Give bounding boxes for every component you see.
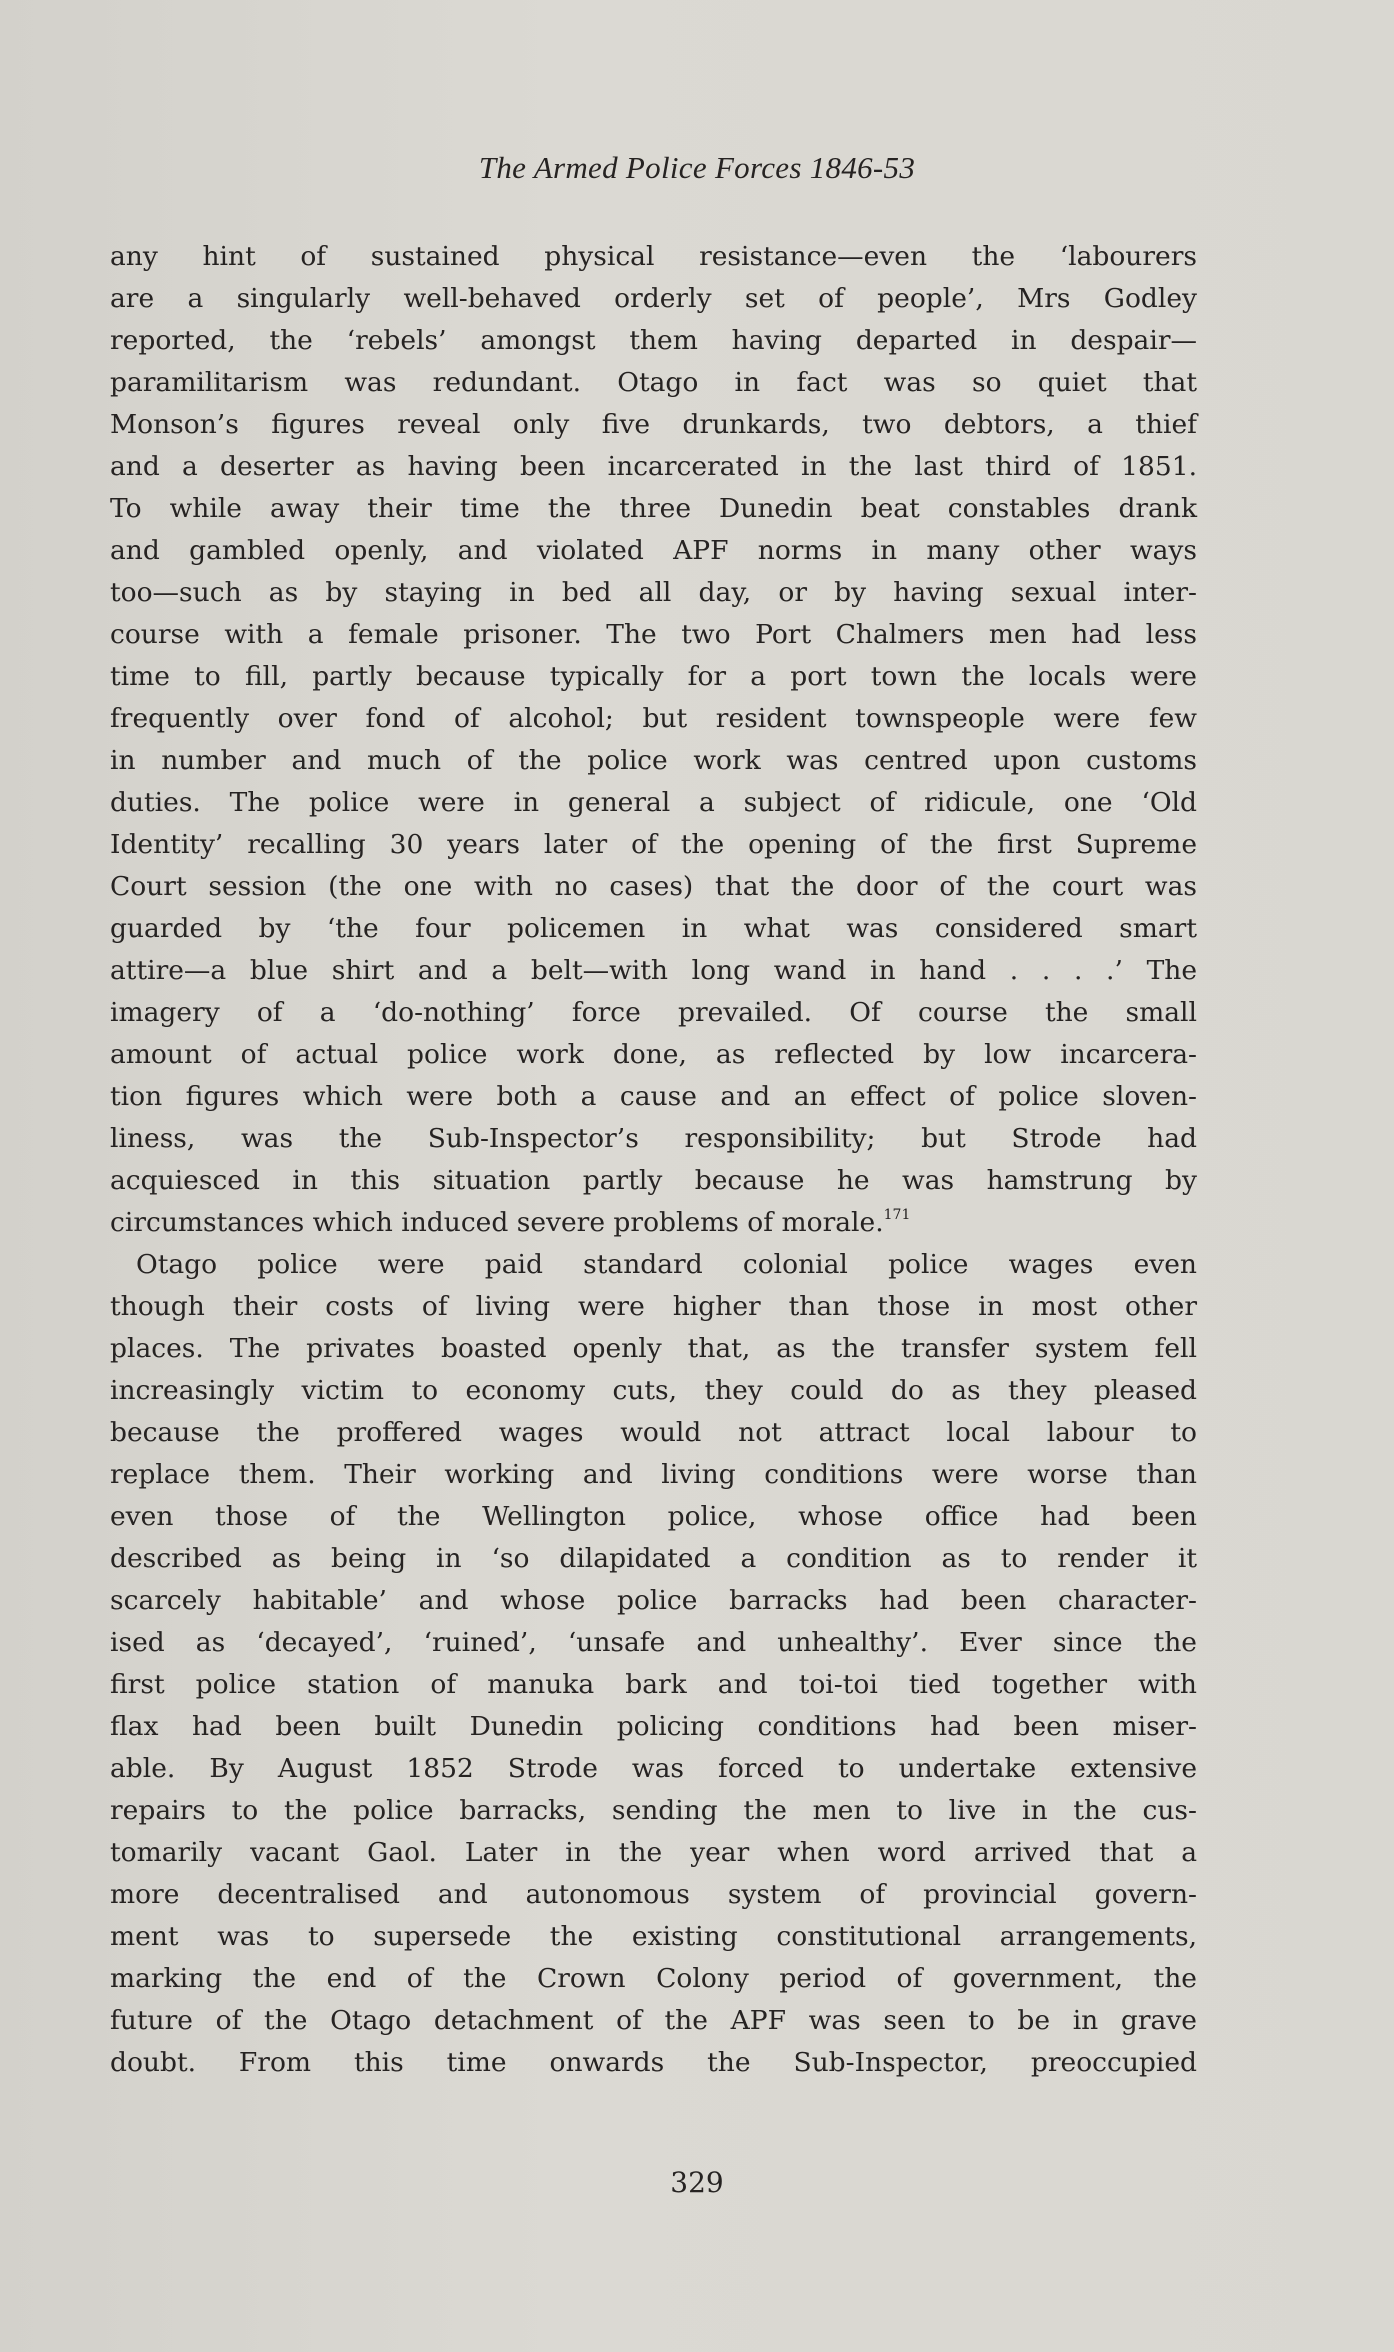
text-line: future of the Otago detachment of the APF was seen to be in grave <box>110 2005 1197 2036</box>
text-line: increasingly victim to economy cuts, they could do as they pleased <box>110 1375 1197 1406</box>
text-line: Monson’s figures reveal only five drunkards, two debtors, a thief <box>110 409 1197 440</box>
text-line: more decentralised and autonomous system of provincial govern- <box>110 1879 1197 1910</box>
text-line: too—such as by staying in bed all day, or by having sexual inter- <box>110 577 1197 608</box>
text-line: any hint of sustained physical resistance—even the ‘labourers <box>110 241 1197 272</box>
text-line: acquiesced in this situation partly because he was hamstrung by <box>110 1165 1197 1196</box>
text-line: To while away their time the three Dunedin beat constables drank <box>110 493 1197 524</box>
footnote-reference: 171 <box>883 1207 911 1223</box>
text-line: guarded by ‘the four policemen in what was considered smart <box>110 913 1197 944</box>
text-line: described as being in ‘so dilapidated a condition as to render it <box>110 1543 1197 1574</box>
text-line: amount of actual police work done, as reflected by low incarcera- <box>110 1039 1197 1070</box>
page-number: 329 <box>670 2166 724 2199</box>
text-line: attire—a blue shirt and a belt—with long wand in hand . . . .’ The <box>110 955 1197 986</box>
text-line: repairs to the police barracks, sending the men to live in the cus- <box>110 1795 1197 1826</box>
text-line: marking the end of the Crown Colony period of government, the <box>110 1963 1197 1994</box>
text-line: frequently over fond of alcohol; but resident townspeople were few <box>110 703 1197 734</box>
text-line: circumstances which induced severe problems of morale.$^{171}$ <box>110 1207 911 1238</box>
text-line: are a singularly well-behaved orderly set of people’, Mrs Godley <box>110 283 1197 314</box>
text-line: scarcely habitable’ and whose police barracks had been character- <box>110 1585 1197 1616</box>
text-line: tion figures which were both a cause and an effect of police sloven- <box>110 1081 1197 1112</box>
text-line: paramilitarism was redundant. Otago in fact was so quiet that <box>110 367 1197 398</box>
body-text <box>110 236 1197 2084</box>
text-line: places. The privates boasted openly that, as the transfer system fell <box>110 1333 1197 1364</box>
text-line: Court session (the one with no cases) that the door of the court was <box>110 871 1197 902</box>
text-line: first police station of manuka bark and toi-toi tied together with <box>110 1669 1197 1700</box>
text-line: course with a female prisoner. The two Port Chalmers men had less <box>110 619 1197 650</box>
text-line: ment was to supersede the existing constitutional arrangements, <box>110 1921 1197 1952</box>
text-line: imagery of a ‘do-nothing’ force prevailed. Of course the small <box>110 997 1197 1028</box>
running-head: The Armed Police Forces 1846-53 <box>478 150 916 185</box>
text-line: duties. The police were in general a subject of ridicule, one ‘Old <box>110 787 1197 818</box>
text-line: reported, the ‘rebels’ amongst them having departed in despair— <box>110 325 1197 356</box>
text-line: because the proffered wages would not attract local labour to <box>110 1417 1197 1448</box>
text-line: and gambled openly, and violated APF norms in many other ways <box>110 535 1197 566</box>
text-line: tomarily vacant Gaol. Later in the year when word arrived that a <box>110 1837 1197 1868</box>
text-line: replace them. Their working and living conditions were worse than <box>110 1459 1197 1490</box>
text-line: though their costs of living were higher than those in most other <box>110 1291 1197 1322</box>
text-line: even those of the Wellington police, whose office had been <box>110 1501 1197 1532</box>
text-line: time to fill, partly because typically for a port town the locals were <box>110 661 1197 692</box>
text-line: doubt. From this time onwards the Sub-Inspector, preoccupied <box>110 2047 1197 2078</box>
text-line: liness, was the Sub-Inspector’s responsibility; but Strode had <box>110 1123 1197 1154</box>
text-line: able. By August 1852 Strode was forced to undertake extensive <box>110 1753 1197 1784</box>
text-line: in number and much of the police work was centred upon customs <box>110 745 1197 776</box>
text-line: Identity’ recalling 30 years later of the opening of the first Supreme <box>110 829 1197 860</box>
text-line: ised as ‘decayed’, ‘ruined’, ‘unsafe and unhealthy’. Ever since the <box>110 1627 1197 1658</box>
text-line: Otago police were paid standard colonial police wages even <box>136 1249 1197 1280</box>
text-line: and a deserter as having been incarcerated in the last third of 1851. <box>110 451 1197 482</box>
text-line: flax had been built Dunedin policing conditions had been miser- <box>110 1711 1197 1742</box>
